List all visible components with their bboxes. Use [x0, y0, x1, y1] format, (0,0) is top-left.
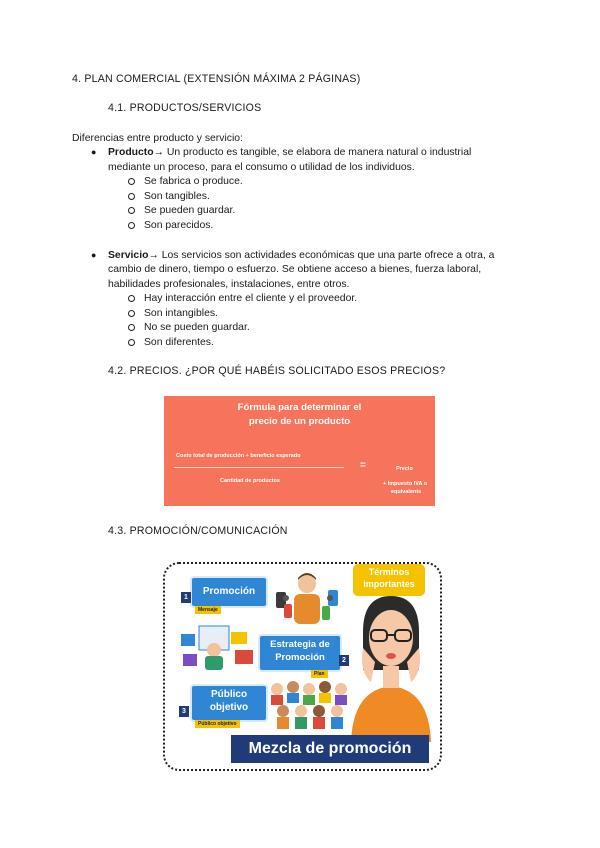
circle-bullet-icon — [128, 193, 135, 200]
promotion-mix-banner: Mezcla de promoción — [231, 735, 429, 763]
producto-text: Un producto es tangible, se elabora de manera natural o industrial — [164, 147, 472, 158]
estrategia-line2: Promoción — [275, 652, 325, 663]
producto-item: Son parecidos. — [144, 220, 214, 231]
bullet-icon: ● — [91, 147, 97, 157]
formula-equals: = — [360, 460, 366, 471]
publico-line2: objetivo — [209, 702, 249, 713]
servicio-text: Los servicios son actividades económicas que una parte ofrece a otra, a — [158, 250, 495, 261]
circle-bullet-icon — [128, 295, 135, 302]
step-number-1: 1 — [181, 592, 191, 603]
formula-title-line1: Fórmula para determinar el — [237, 402, 362, 413]
strategy-illustration — [179, 624, 259, 672]
producto-item: Se pueden guardar. — [144, 205, 236, 216]
subheading-promotion: 4.3. PROMOCIÓN/COMUNICACIÓN — [108, 525, 288, 537]
circle-bullet-icon — [128, 207, 135, 214]
tag-mensaje: Mensaje — [195, 606, 221, 614]
circle-bullet-icon — [128, 339, 135, 346]
servicio-item: No se pueden guardar. — [144, 322, 250, 333]
servicio-term: Servicio — [108, 250, 149, 261]
circle-bullet-icon — [128, 222, 135, 229]
promocion-box: Promoción — [190, 576, 268, 608]
servicio-arrow: → — [148, 250, 159, 261]
producto-line2: mediante un proceso, para el consumo o utilidad de los individuos. — [108, 162, 415, 173]
estrategia-box — [258, 634, 342, 672]
producto-arrow: → — [153, 147, 164, 158]
crowd-illustration — [269, 679, 351, 731]
servicio-item: Hay interacción entre el cliente y el proveedor. — [144, 293, 358, 304]
formula-tax-line2: equivalente — [391, 489, 422, 495]
terms-badge-line1: Términos — [368, 567, 410, 577]
servicio-line1 — [108, 248, 494, 263]
subheading-products: 4.1. PRODUCTOS/SERVICIOS — [108, 102, 262, 114]
section-heading: 4. PLAN COMERCIAL (EXTENSIÓN MÁXIMA 2 PÁGINAS) — [72, 73, 361, 85]
servicio-item: Son diferentes. — [144, 337, 214, 348]
publico-box — [190, 684, 268, 722]
circle-bullet-icon — [128, 310, 135, 317]
formula-numerator: Costo total de producción + beneficio esperado — [176, 453, 301, 459]
press-people-illustration — [270, 570, 345, 630]
promotion-mix-image — [163, 562, 442, 771]
circle-bullet-icon — [128, 178, 135, 185]
formula-title-line2: precio de un producto — [248, 416, 351, 427]
servicio-line2: cambio de dinero, tiempo o esfuerzo. Se obtiene acceso a bienes, fuerza laboral, — [108, 264, 482, 275]
woman-illustration — [345, 592, 437, 742]
estrategia-line1: Estrategia de — [270, 639, 330, 650]
producto-item: Se fabrica o produce. — [144, 176, 243, 187]
intro-text: Diferencias entre producto y servicio: — [72, 133, 243, 144]
step-number-2: 2 — [339, 655, 349, 666]
producto-term: Producto — [108, 147, 154, 158]
step-number-3: 3 — [179, 706, 189, 717]
tag-plan: Plan — [311, 670, 328, 678]
price-formula-image — [164, 396, 435, 506]
fraction-line — [174, 467, 344, 468]
bullet-icon: ● — [91, 250, 97, 260]
producto-line1 — [108, 145, 471, 160]
publico-line1: Público — [210, 689, 248, 700]
servicio-line3: habilidades profesionales, instalaciones, entre otros. — [108, 279, 350, 290]
producto-item: Son tangibles. — [144, 191, 210, 202]
formula-tax-line1: + Impuesto IVA o — [383, 481, 428, 487]
tag-publico-objetivo: Público objetivo — [195, 720, 240, 728]
circle-bullet-icon — [128, 324, 135, 331]
subheading-prices: 4.2. PRECIOS. ¿POR QUÉ HABÉIS SOLICITADO ESOS PRECIOS? — [108, 365, 446, 377]
formula-denominator: Cantidad de productos — [220, 478, 280, 484]
terms-badge-line2: importantes — [363, 579, 415, 589]
formula-result: Precio — [396, 466, 413, 472]
servicio-item: Son intangibles. — [144, 308, 218, 319]
